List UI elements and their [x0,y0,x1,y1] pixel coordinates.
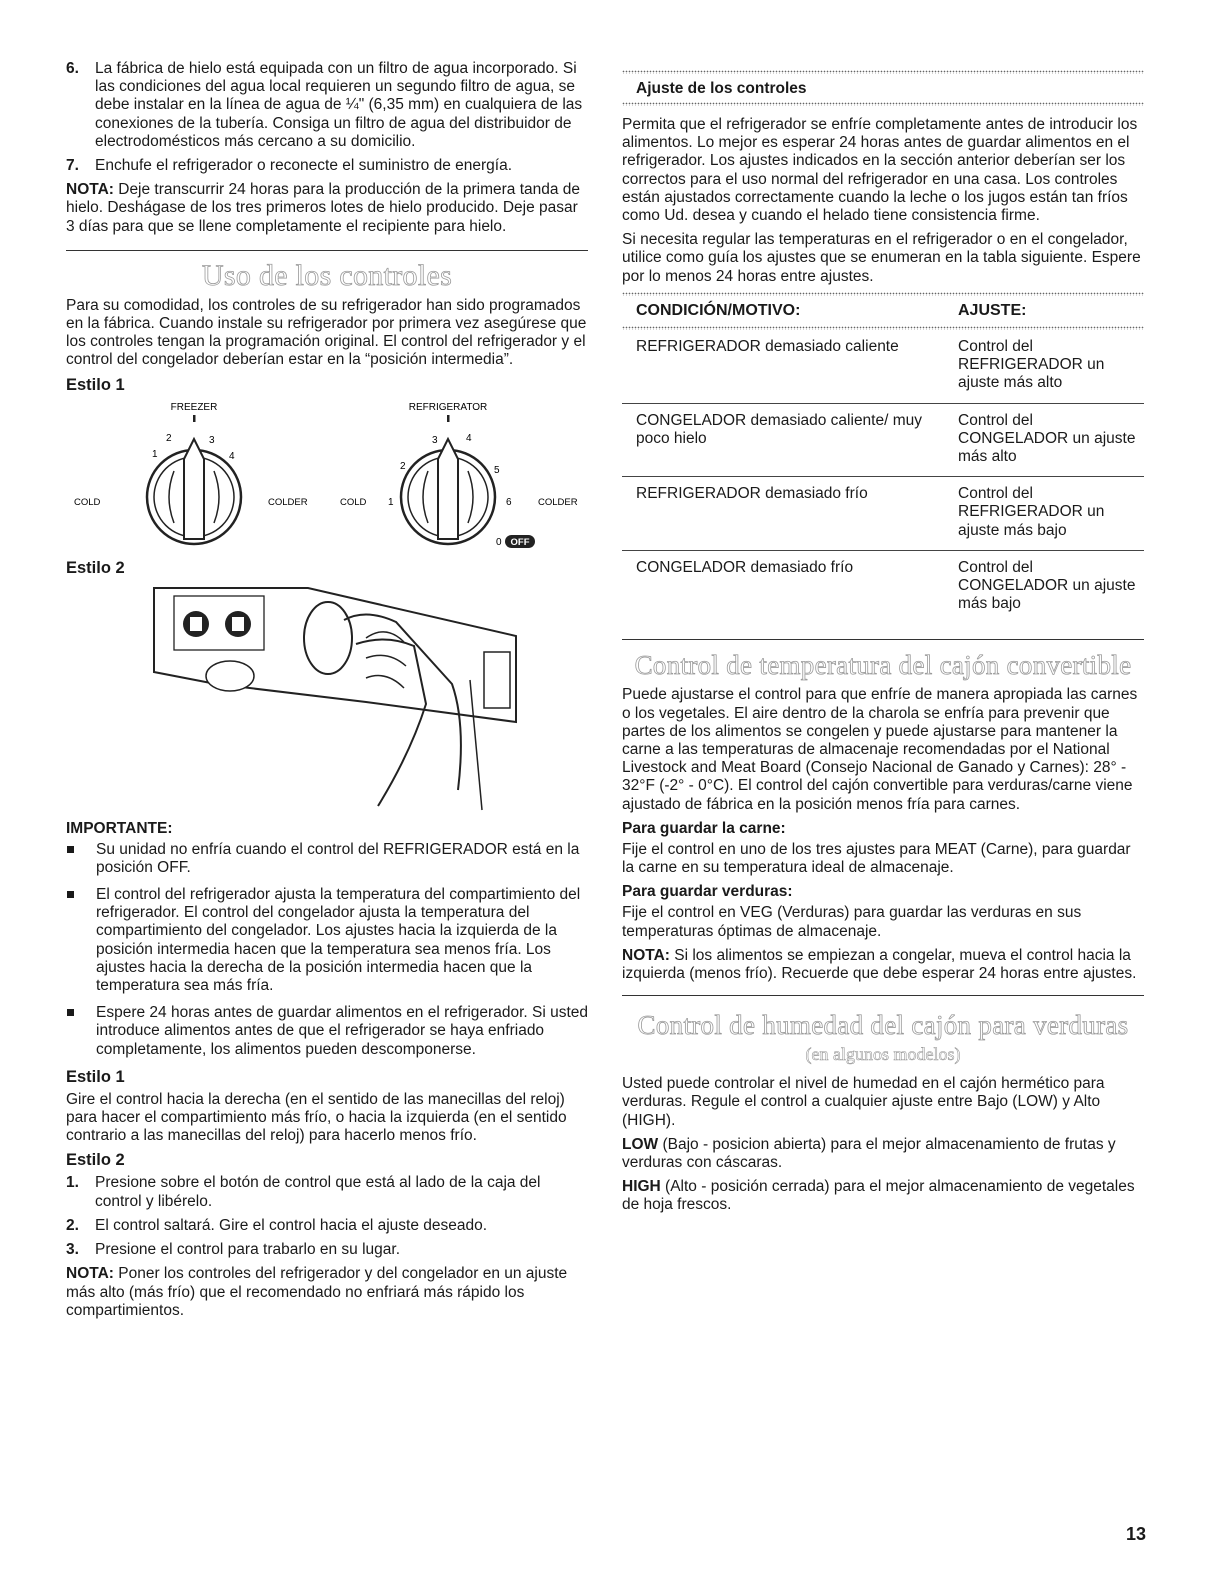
importante-heading: IMPORTANTE: [66,819,173,837]
step-text: La fábrica de hielo está equipada con un filtro de agua incorporado. Si las condiciones del agua local requieren un segundo filtro de agua, se debe instalar en la línea de agua de ¼" (6,35 mm) en cualquiera de las conexiones de la tubería. Consiga un filtro de agua del distribuidor de electrodomésticos más cercano a su domicilio. [95,60,583,150]
freezer-colder-label: COLDER [268,496,308,508]
refrigerator-colder-label: COLDER [538,496,578,508]
step-text: Presione el control para trabarlo en su lugar. [95,1241,401,1259]
control-box-illustration [66,584,588,816]
header-setting: AJUSTE: [958,301,1027,319]
freezer-dial-title: FREEZER [170,401,218,413]
estilo2-step [66,1174,588,1210]
estilo-1-text: Gire el control hacia la derecha (en el sentido de las manecillas del reloj) para hacer el compartimiento más frío, o hacia la izquierda (en el sentido contrario a las manecillas del reloj) para hacerlo menos frío. [66,1090,567,1145]
estilo-1-heading: Estilo 1 [66,375,125,394]
note-ice [66,181,588,236]
bullet-item [66,886,588,995]
step-number: 7. [66,157,79,175]
section-divider [622,995,1144,996]
right-column [622,60,1144,1221]
adjustment-table [622,296,1144,624]
bullet-text: El control del refrigerador ajusta la temperatura del compartimiento del refrigerador. El control del congelador ajusta la temperatura del compartimiento del congelador. Los ajustes hacia la izquierda de la posición intermedia hacen que la temperatura sea menos fría. Los ajustes hacia la derecha de la posición intermedia hacen que la temperatura sea más fría. [96,886,581,995]
setting-cell: Control del REFRIGERADOR un ajuste más alto [958,330,1144,403]
step-text: Enchufe el refrigerador o reconecte el suministro de energía. [95,157,513,175]
style2-control-figure [66,584,588,816]
bullet-square [67,1009,74,1016]
freezer-cold-label: COLD [74,496,101,508]
section-divider [66,250,588,251]
refrigerator-tick-0: 0 [496,536,502,548]
note-controls [66,1265,588,1320]
freezer-tick-3: 3 [209,434,215,446]
step-number: 6. [66,60,79,77]
step-text: El control saltará. Gire el control hacia el ajuste deseado. [95,1216,488,1234]
estilo2-step [66,1241,588,1259]
refrigerator-tick-5: 5 [494,464,500,476]
estilo-2-subheading: Estilo 2 [66,1151,125,1170]
header-condition: CONDICIÓN/MOTIVO: [636,301,801,319]
style1-dials-figure [66,399,588,559]
verduras-heading: Para guardar verduras: [622,883,793,901]
bullet-square [67,891,74,898]
freezer-tick-2: 2 [166,432,172,444]
uso-intro: Para su comodidad, los controles de su refrigerador han sido programados en la fábrica. Cuando instale su refrigerador por primera vez asegúrese que los controles tengan la programación original. El control del refrigerador y el control del congelador deberían estar en la “posición intermedia”. [66,296,587,369]
step-text: Presione sobre el botón de control que está al lado de la caja del control y libérelo. [95,1174,541,1210]
condition-cell: CONGELADOR demasiado caliente/ muy poco hielo [622,403,958,477]
freezer-pointer-mark [193,415,196,422]
refrigerator-tick-1: 1 [388,496,394,508]
note-text: Deje transcurrir 24 horas para la producción de la primera tanda de hielo. Deshágase de los tres primeros lotes de hielo producido. Deje pasar 3 días para que se llene completamente el recipiente para hielo. [66,181,581,235]
high-paragraph [622,1178,1144,1214]
section-divider [622,639,1144,640]
section-title-humedad: Control de humedad del cajón para verduras [637,1010,1129,1041]
bullet-text: Espere 24 horas antes de guardar alimentos en el refrigerador. Si usted introduce alimentos antes de que el refrigerador se haya enfriado completamente, los alimentos pueden descomponerse. [96,1004,588,1058]
refrigerator-tick-2: 2 [400,460,406,472]
humedad-paragraph: Usted puede controlar el nivel de humedad en el cajón hermético para verduras. Regule el control a cualquier ajuste entre Bajo (LOW) y Alto (HIGH). [622,1075,1105,1129]
page-number: 13 [1125,1524,1146,1544]
bullet-item [66,1004,588,1059]
carne-paragraph: Fije el control en uno de los tres ajustes para MEAT (Carne), para guardar la carne en su temperatura ideal de almacenaje. [622,840,1131,877]
refrigerator-cold-label: COLD [340,496,367,508]
note-text: Poner los controles del refrigerador y del congelador en un ajuste más alto (más frío) que el recomendado no enfriará más rápido los compartimientos. [66,1265,568,1319]
high-text: (Alto - posición cerrada) para el mejor almacenamiento de vegetales de hoja frescos. [622,1178,1135,1214]
dials-illustration [66,399,588,559]
cajon-paragraph: Puede ajustarse el control para que enfríe de manera apropiada las carnes o los vegetales. El aire dentro de la charola se enfría para prevenir que partes de los alimentos se congelen y puede ajustarse para mantener la carne a las temperaturas de almacenaje recomendadas por el National Livestock and Meat Board (Consejo Nacional de Ganado y Carnes): 28° - 32°F (-2° - 0°C). El control del cajón convertible para verduras/carne viene ajustado de fábrica en la posición menos fría para carnes. [622,686,1138,813]
table-header-row [622,296,1144,326]
refrigerator-tick-3: 3 [432,434,438,446]
condition-cell: REFRIGERADOR demasiado frío [622,477,958,551]
estilo-2-heading: Estilo 2 [66,558,125,577]
refrigerator-tick-6: 6 [506,496,512,508]
high-label: HIGH [622,1178,661,1196]
dotted-divider [622,102,1144,106]
condition-cell: REFRIGERADOR demasiado caliente [622,330,958,403]
note-label: NOTA: [66,181,114,199]
section-subtitle-models: (en algunos modelos) [805,1044,961,1065]
carne-heading: Para guardar la carne: [622,819,786,837]
condition-cell: CONGELADOR demasiado frío [636,558,854,576]
low-paragraph [622,1136,1144,1172]
low-label: LOW [622,1135,659,1153]
step-number: 3. [66,1241,79,1259]
low-text: (Bajo - posicion abierta) para el mejor almacenamiento de frutas y verduras con cáscaras. [622,1135,1116,1171]
freezer-knob-grip [184,439,204,539]
note-label: NOTA: [66,1265,114,1283]
note-text: Si los alimentos se empiezan a congelar, mueva el control hacia la izquierda (menos frío). Recuerde que debe esperar 24 horas entre ajustes. [622,946,1137,982]
ajuste-paragraph-1: Permita que el refrigerador se enfríe completamente antes de introducir los alimentos. Lo mejor es esperar 24 horas antes de guardar alimentos en el refrigerador. Los ajustes indicados en la sección anterior deberían ser los correctos para el uso normal del refrigerador en una casa. Los controles están ajustados correctamente cuando la leche o los jugos están tan fríos como Ud. desea y cuando el helado tiene consistencia firme. [622,116,1138,225]
refrigerator-pointer-mark [447,415,450,422]
ajuste-heading: Ajuste de los controles [636,80,807,97]
ajuste-paragraph-2: Si necesita regular las temperaturas en el refrigerador o en el congelador, utilice como guía los ajustes que se enumeran en la tabla siguiente. Espere por lo menos 24 horas entre ajustes. [622,231,1141,285]
step-number: 1. [66,1174,79,1192]
note-label: NOTA: [622,946,670,964]
table-row [622,403,1144,477]
off-badge-label: OFF [510,536,530,548]
step-number: 2. [66,1216,79,1234]
estilo2-step [66,1217,588,1235]
table-row [622,477,1144,551]
refrigerator-tick-4: 4 [466,432,472,444]
note-cajon [622,947,1144,983]
install-step-6 [66,60,588,151]
freezer-tick-1: 1 [152,448,158,460]
freezer-tick-4: 4 [229,450,235,462]
bullet-text: Su unidad no enfría cuando el control del REFRIGERADOR está en la posición OFF. [96,840,580,876]
table-row [622,330,1144,403]
left-column [66,60,588,1326]
setting-cell: Control del REFRIGERADOR un ajuste más bajo [958,477,1144,551]
bullet-item [66,841,588,877]
setting-cell: Control del CONGELADOR un ajuste más alto [958,403,1144,477]
estilo-1-subheading: Estilo 1 [66,1067,125,1086]
verduras-paragraph: Fije el control en VEG (Verduras) para guardar las verduras en sus temperaturas óptimas de almacenaje. [622,904,1082,940]
refrigerator-knob-grip [438,439,458,539]
install-step-7 [66,157,588,175]
section-title-uso: Uso de los controles [201,258,453,292]
section-title-cajon: Control de temperatura del cajón convertible [634,650,1132,681]
bullet-square [67,846,74,853]
setting-cell: Control del CONGELADOR un ajuste más bajo [958,558,1136,613]
table-row [622,550,1144,623]
refrigerator-dial-title: REFRIGERATOR [408,401,488,413]
